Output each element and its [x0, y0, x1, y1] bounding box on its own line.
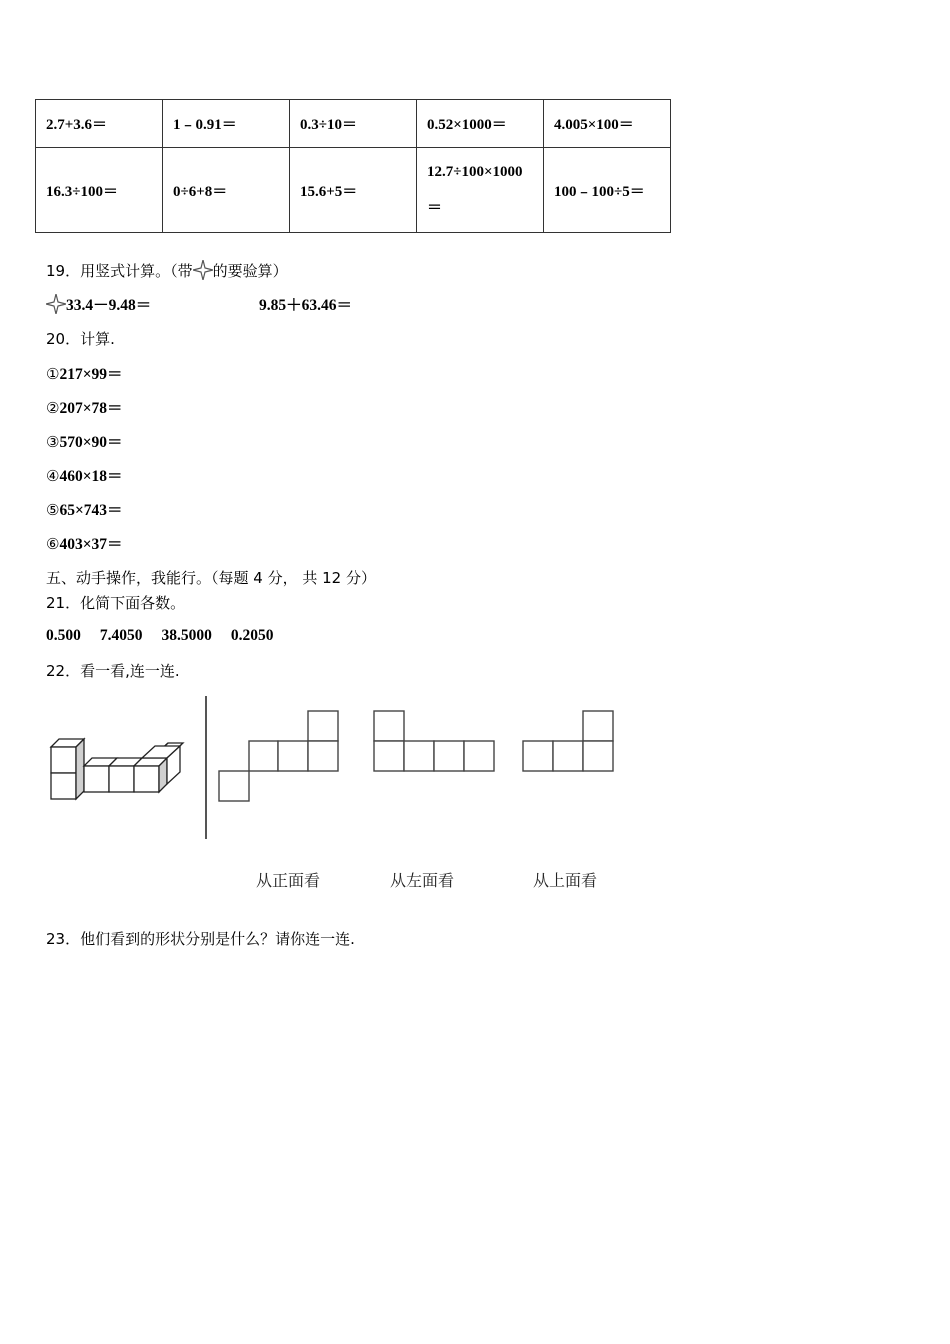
- table-cell: 2.7+3.6＝: [36, 100, 163, 148]
- q19-problem-2: 9.85＋63.46＝: [259, 297, 353, 314]
- q19-problems: [46, 293, 151, 315]
- table-row: [36, 100, 671, 148]
- view-label-front: 从正面看: [256, 871, 321, 890]
- q20-item: ①217×99＝: [46, 365, 123, 383]
- q21-number: 38.5000: [161, 627, 212, 644]
- table-cell: 1﹣0.91＝: [163, 100, 290, 148]
- view-label-left: 从左面看: [390, 871, 455, 890]
- table-cell: 15.6+5＝: [290, 148, 417, 233]
- q20-item: ②207×78＝: [46, 399, 123, 417]
- section-5-heading: 五、动手操作，我能行。（每题 4 分， 共 12 分）: [46, 569, 376, 587]
- table-cell: 0÷6+8＝: [163, 148, 290, 233]
- q21-number: 0.500: [46, 627, 81, 644]
- table-cell: 0.52×1000＝: [417, 100, 544, 148]
- view-label-top: 从上面看: [533, 871, 598, 890]
- cube-stack-3d-figure: [45, 735, 190, 810]
- q20-item: ⑤65×743＝: [46, 501, 123, 519]
- q19-problem-1: 33.4－9.48＝: [66, 297, 152, 314]
- table-cell: 16.3÷100＝: [36, 148, 163, 233]
- table-cell-line1: 12.7÷100×1000: [427, 164, 523, 180]
- oral-calc-table: [35, 99, 671, 233]
- q20-item: ③570×90＝: [46, 433, 123, 451]
- table-cell-line2: ＝: [427, 200, 443, 216]
- q20-title: 20．计算.: [46, 330, 115, 348]
- four-point-star-icon: [46, 294, 66, 314]
- view-shape-3: [521, 710, 615, 772]
- q22-title: 22．看一看,连一连.: [46, 662, 180, 680]
- view-shape-1: [218, 710, 340, 802]
- table-row: [36, 148, 671, 233]
- q19-title: 19．用竖式计算。（带 的要验算）: [46, 262, 288, 280]
- table-cell: 0.3÷10＝: [290, 100, 417, 148]
- view-shape-2: [372, 710, 496, 772]
- q20-item: ④460×18＝: [46, 467, 123, 485]
- q19-problem-2-wrap: [259, 293, 352, 315]
- q20-item: ⑥403×37＝: [46, 535, 123, 553]
- q21-title: 21．化简下面各数。: [46, 594, 186, 612]
- vertical-divider: [205, 696, 207, 839]
- table-cell: [417, 148, 544, 233]
- four-point-star-icon: [193, 260, 213, 280]
- q21-number: 0.2050: [230, 627, 274, 644]
- q23-title: 23．他们看到的形状分别是什么？请你连一连.: [46, 930, 355, 948]
- table-cell: 100﹣100÷5＝: [544, 148, 671, 233]
- q21-number: 7.4050: [99, 627, 143, 644]
- q21-numbers: [46, 626, 274, 645]
- table-cell: 4.005×100＝: [544, 100, 671, 148]
